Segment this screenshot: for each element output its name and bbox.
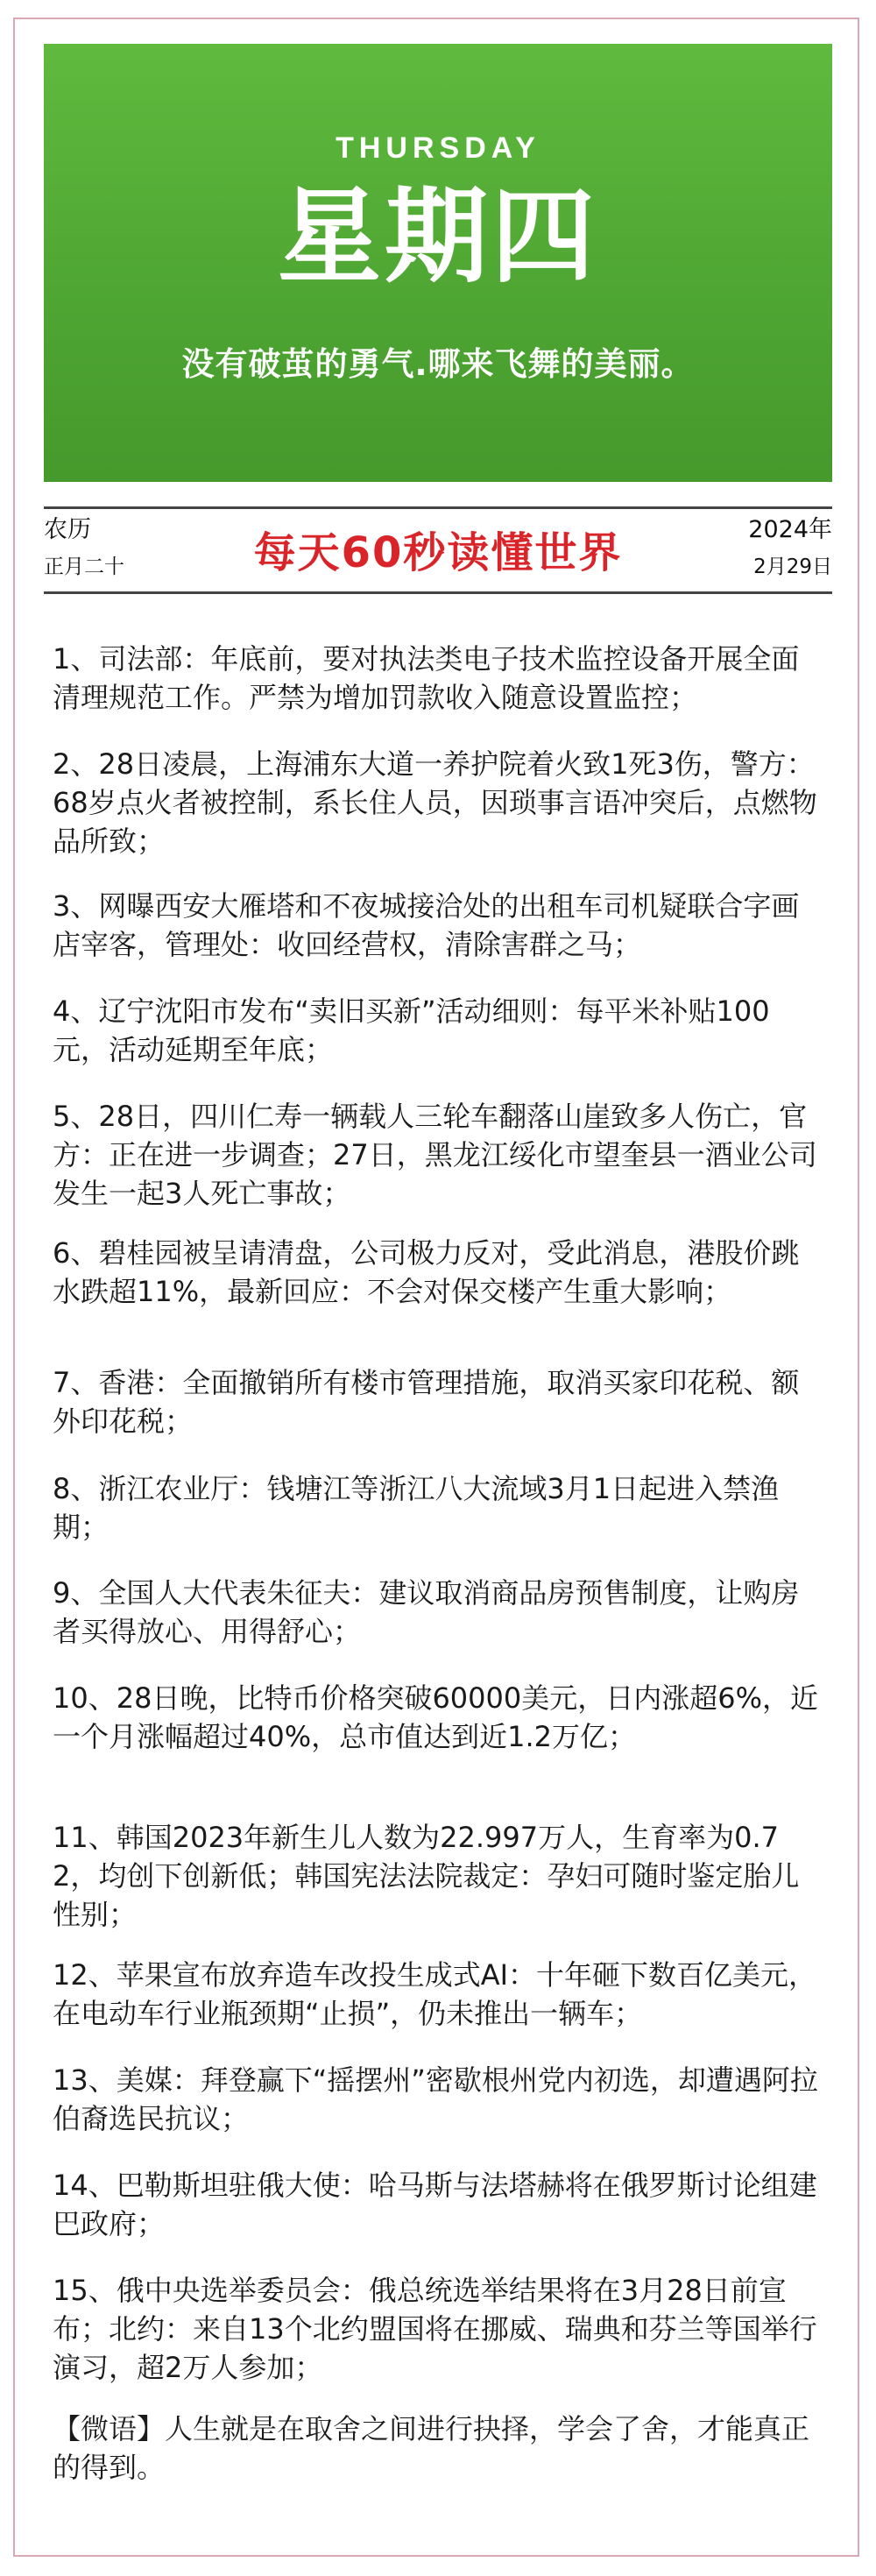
- news-item-8: 8、浙江农业厅：钱塘江等浙江八大流域3月1日起进入禁渔期；: [53, 1472, 780, 1544]
- news-item-15: 15、俄中央选举委员会：俄总统选举结果将在3月28日前宣布；北约：来自13个北约盟国将在挪威、瑞典和芬兰等国举行演习，超2万人参加；: [53, 2274, 817, 2384]
- news-item-13: 13、美媒：拜登赢下“摇摆州”密歇根州党内初选，却遭遇阿拉伯裔选民抗议；: [53, 2063, 818, 2135]
- closing-quote: 【微语】人生就是在取舍之间进行抉择，学会了舍，才能真正的得到。: [53, 2412, 810, 2484]
- gregorian-date: 2月29日: [753, 556, 832, 578]
- news-item-11: 11、韩国2023年新生儿人数为22.997万人，生育率为0.72，均创下创新低；韩国宪法法院裁定：孕妇可随时鉴定胎儿性别；: [53, 1821, 800, 1931]
- news-item-3: 3、网曝西安大雁塔和不夜城接洽处的出租车司机疑联合字画店宰客，管理处：收回经营权，清除害群之马；: [53, 889, 800, 961]
- bottom-divider: [44, 591, 832, 594]
- news-item-2: 2、28日凌晨，上海浦东大道一养护院着火致1死3伤，警方：68岁点火者被控制，系长住人员，因琐事言语冲突后，点燃物品所致；: [53, 747, 817, 858]
- lunar-date: 正月二十: [44, 556, 124, 578]
- date-header: [44, 499, 832, 587]
- news-item-4: 4、辽宁沈阳市发布“卖旧买新”活动细则：每平米补贴100元，活动延期至年底；: [53, 994, 770, 1066]
- news-item-6: 6、碧桂园被呈请清盘，公司极力反对，受此消息，港股价跳水跌超11%，最新回应：不会对保交楼产生重大影响；: [53, 1236, 800, 1308]
- year-label: 2024年: [748, 516, 832, 543]
- weekday-english: THURSDAY: [336, 131, 540, 165]
- news-item-1: 1、司法部：年底前，要对执法类电子技术监控设备开展全面清理规范工作。严禁为增加罚款收入随意设置监控；: [53, 642, 800, 714]
- news-item-14: 14、巴勒斯坦驻俄大使：哈马斯与法塔赫将在俄罗斯讨论组建巴政府；: [53, 2169, 817, 2240]
- weekday-banner: [44, 44, 832, 482]
- news-item-12: 12、苹果宣布放弃造车改投生成式AI：十年砸下数百亿美元，在电动车行业瓶颈期“止损”，仍未推出一辆车；: [53, 1958, 817, 2030]
- banner-motto: 没有破茧的勇气.哪来飞舞的美丽。: [181, 345, 695, 383]
- lunar-label: 农历: [44, 516, 91, 543]
- news-item-5: 5、28日，四川仁寿一辆载人三轮车翻落山崖致多人伤亡，官方：正在进一步调查；27日，黑龙江绥化市望奎县一酒业公司发生一起3人死亡事故；: [53, 1100, 817, 1210]
- news-item-9: 9、全国人大代表朱征夫：建议取消商品房预售制度，让购房者买得放心、用得舒心；: [53, 1576, 800, 1648]
- news-item-7: 7、香港：全面撤销所有楼市管理措施，取消买家印花税、额外印花税；: [53, 1366, 800, 1438]
- weekday-chinese: 星期四: [277, 176, 598, 297]
- masthead-title: 每天60秒读懂世界: [253, 528, 623, 577]
- news-item-10: 10、28日晚，比特币价格突破60000美元，日内涨超6%，近一个月涨幅超过40%，总市值达到近1.2万亿；: [53, 1681, 819, 1753]
